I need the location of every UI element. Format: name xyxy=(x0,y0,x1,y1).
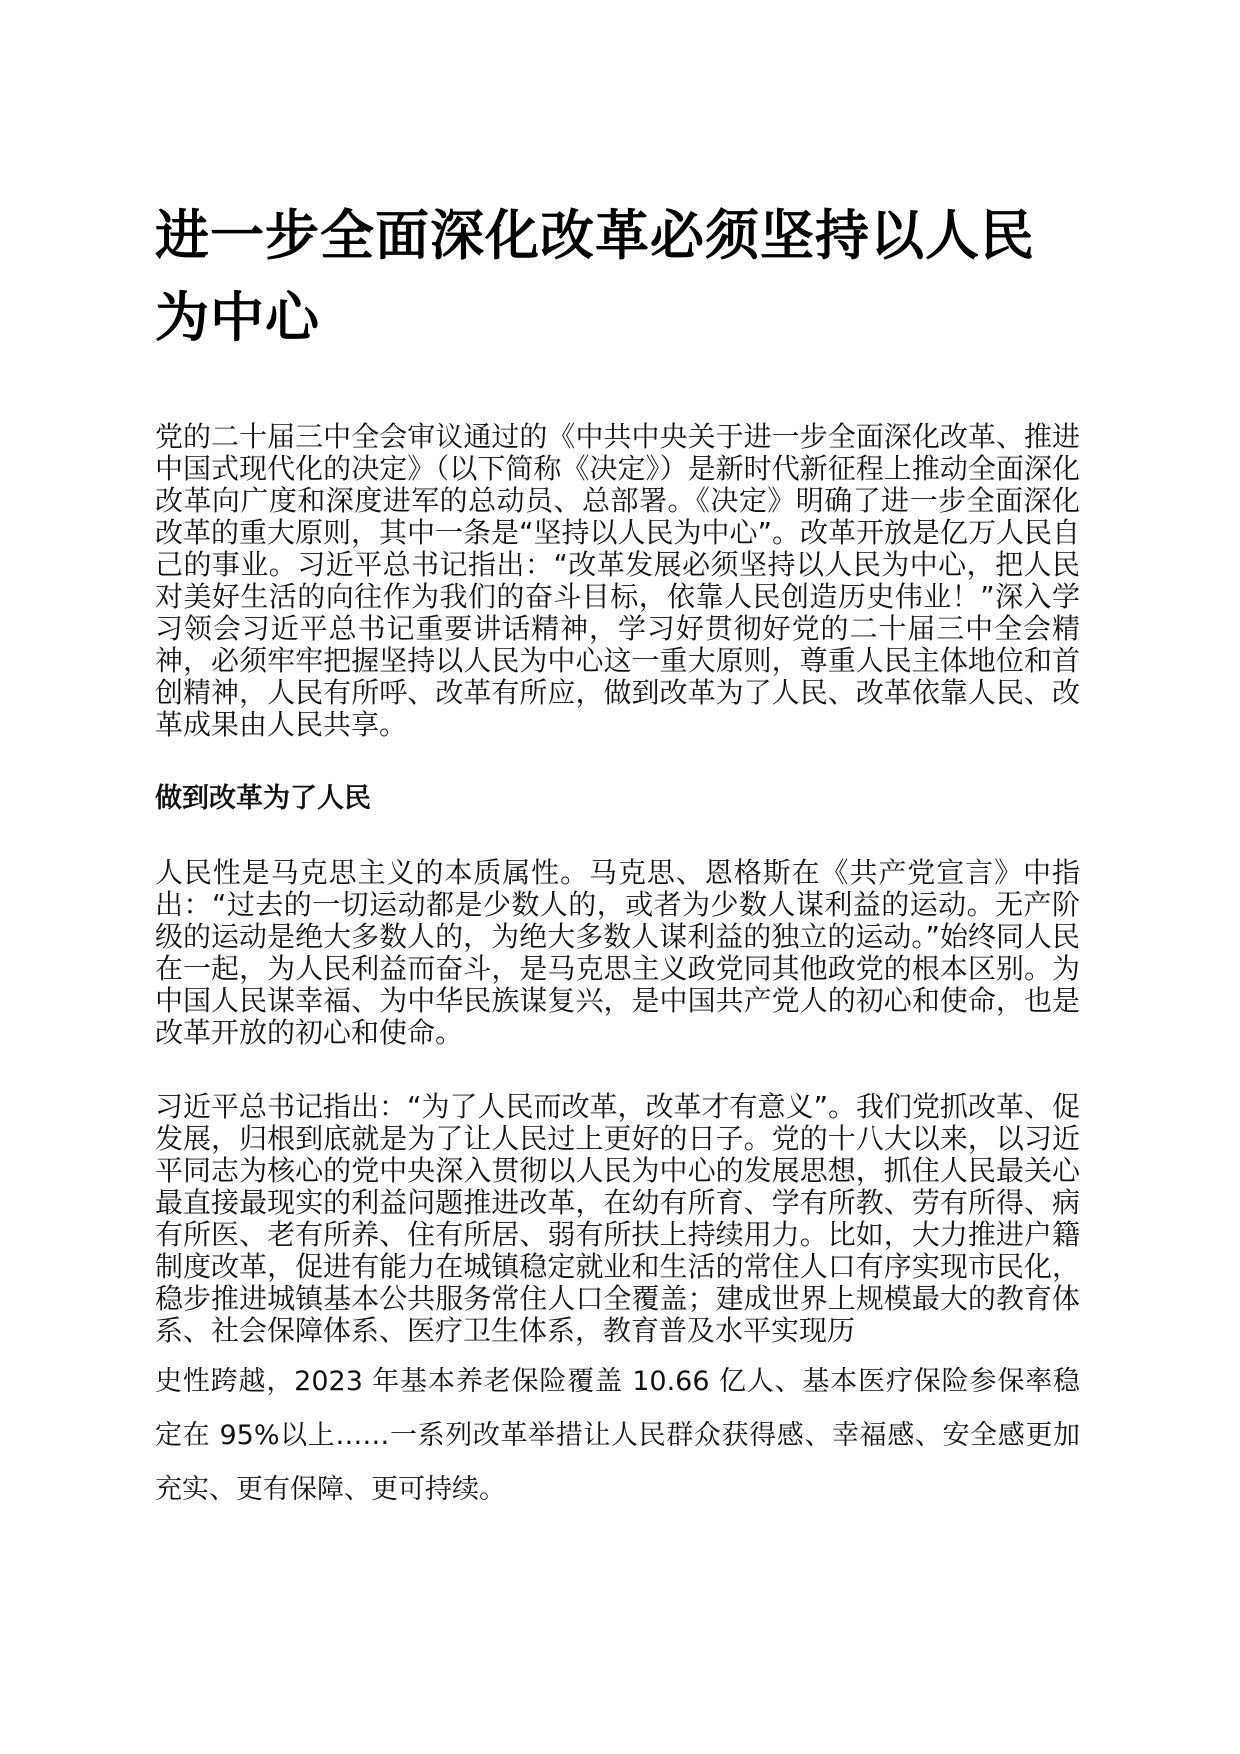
document-title: 进一步全面深化改革必须坚持以人民为中心 xyxy=(155,204,1035,349)
intro-paragraph: 党的二十届三中全会审议通过的《中共中央关于进一步全面深化改革、推进中国式现代化的决定》（以下简称《决定》）是新时代新征程上推动全面深化改革向广度和深度进军的总动员、总部署。《决定》明确了进一步全面深化改革的重大原则，其中一条是“坚持以人民为中心”。改革开放是亿万人民自己的事业。习近平总书记指出：“改革发展必须坚持以人民为中心，把人民对美好生活的向往作为我们的奋斗目标，依靠人民创造历史伟业！”深入学习领会习近平总书记重要讲话精神，学习好贯彻好党的二十届三中全会精神，必须牢牢把握坚持以人民为中心这一重大原则，尊重人民主体地位和首创精神，人民有所呼、改革有所应，做到改革为了人民、改革依靠人民、改革成果由人民共享。 xyxy=(155,420,1081,741)
document-content xyxy=(155,195,1080,1517)
section-paragraph-1: 人民性是马克思主义的本质属性。马克思、恩格斯在《共产党宣言》中指出：“过去的一切运动都是少数人的，或者为少数人谋利益的运动。无产阶级的运动是绝大多数人的，为绝大多数人谋利益的独立的运动。”始终同人民在一起，为人民利益而奋斗，是马克思主义政党同其他政党的根本区别。为中国人民谋幸福、为中华民族谋复兴，是中国共产党人的初心和使命，也是改革开放的初心和使命。 xyxy=(155,856,1080,1049)
section-paragraph-2: 习近平总书记指出：“为了人民而改革，改革才有意义”。我们党抓改革、促发展，归根到底就是为了让人民过上更好的日子。党的十八大以来，以习近平同志为核心的党中央深入贯彻以人民为中心的发展思想，抓住人民最关心最直接最现实的利益问题推进改革，在幼有所育、学有所教、劳有所得、病有所医、老有所养、住有所居、弱有所扶上持续用力。比如，大力推进户籍制度改革，促进有能力在城镇稳定就业和生活的常住人口有序实现市民化，稳步推进城镇基本公共服务常住人口全覆盖；建成世界上规模最大的教育体系、社会保障体系、医疗卫生体系，教育普及水平实现历 xyxy=(155,1090,1081,1347)
section-heading: 做到改革为了人民 xyxy=(155,783,371,814)
section-paragraph-2-continuation: 史性跨越，2023 年基本养老保险覆盖 10.66 亿人、基本医疗保险参保率稳定在 95%以上……一系列改革举措让人民群众获得感、幸福感、安全感更加充实、更有保障、更可持续。 xyxy=(155,1366,1080,1505)
